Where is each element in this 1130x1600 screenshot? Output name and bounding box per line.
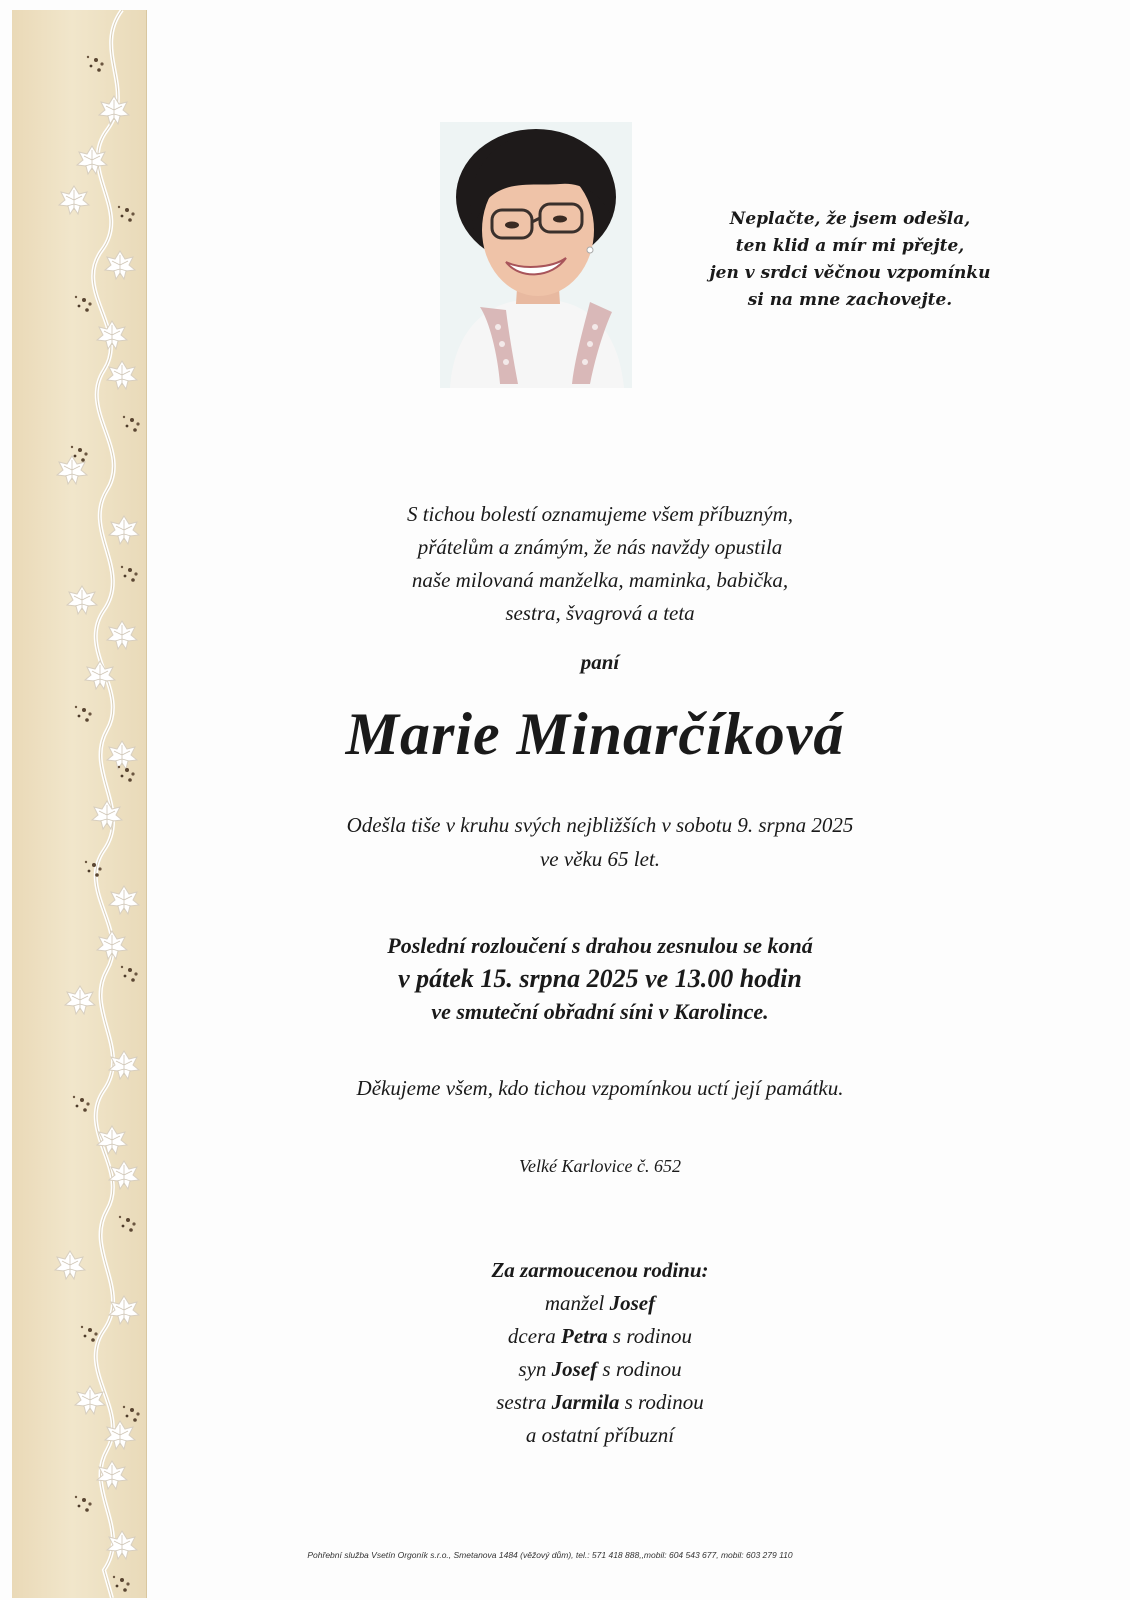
member-name: Josef [609,1291,656,1315]
death-info [250,808,950,876]
ivy-vine-icon [12,10,146,1598]
farewell-line: Poslední rozloučení s drahou zesnulou se koná [387,933,813,958]
death-info-line: Odešla tiše v kruhu svých nejbližších v sobotu 9. srpna 2025 [346,813,854,837]
honorific: paní [580,650,620,674]
farewell-place-line: ve smuteční obřadní síni v Karolince. [431,999,769,1024]
family-member: manžel Josef [544,1291,656,1315]
family-member: sestra Jarmila s rodinou [496,1390,704,1414]
portrait-photo [440,122,632,388]
deceased-name: Marie Minarčíková [345,701,845,767]
poem-line: si na mne zachovejte. [747,290,953,310]
family-heading: Za zarmoucenou rodinu: [491,1258,709,1282]
decorative-ivy-border [12,10,147,1598]
member-name: Josef [551,1357,598,1381]
poem-line: Neplačte, že jsem odešla, [729,209,971,229]
poem-line: jen v srdci věčnou vzpomínku [709,263,991,283]
family-member: dcera Petra s rodinou [507,1324,693,1348]
memorial-poem [700,206,1000,314]
address: Velké Karlovice č. 652 [519,1156,681,1176]
family-list [280,1254,920,1452]
announcement-line: naše milovaná manželka, maminka, babička, [411,568,789,592]
portrait-woman-icon [440,122,632,388]
farewell-info [250,930,950,1028]
announcement-text [280,498,920,630]
death-info-line: ve věku 65 let. [539,847,661,871]
family-member: syn Josef s rodinou [518,1357,682,1381]
member-name: Petra [561,1324,608,1348]
funeral-service-footer: Pohřební služba Vsetín Orgoník s.r.o., Smetanova 1484 (věžový dům), tel.: 571 418 888,,mobil: 604 543 677, mobil: 603 279 110 [307,1550,793,1560]
thanks-text: Děkujeme všem, kdo tichou vzpomínkou uctí její památku. [356,1076,844,1100]
announcement-line: S tichou bolestí oznamujeme všem příbuzným, [406,502,794,526]
farewell-date-line: v pátek 15. srpna 2025 ve 13.00 hodin [398,964,802,993]
member-name: Jarmila [551,1390,620,1414]
announcement-line: sestra, švagrová a teta [505,601,695,625]
family-closing: a ostatní příbuzní [525,1423,675,1447]
announcement-line: přátelům a známým, že nás navždy opustila [417,535,783,559]
poem-line: ten klid a mír mi přejte, [735,236,965,256]
